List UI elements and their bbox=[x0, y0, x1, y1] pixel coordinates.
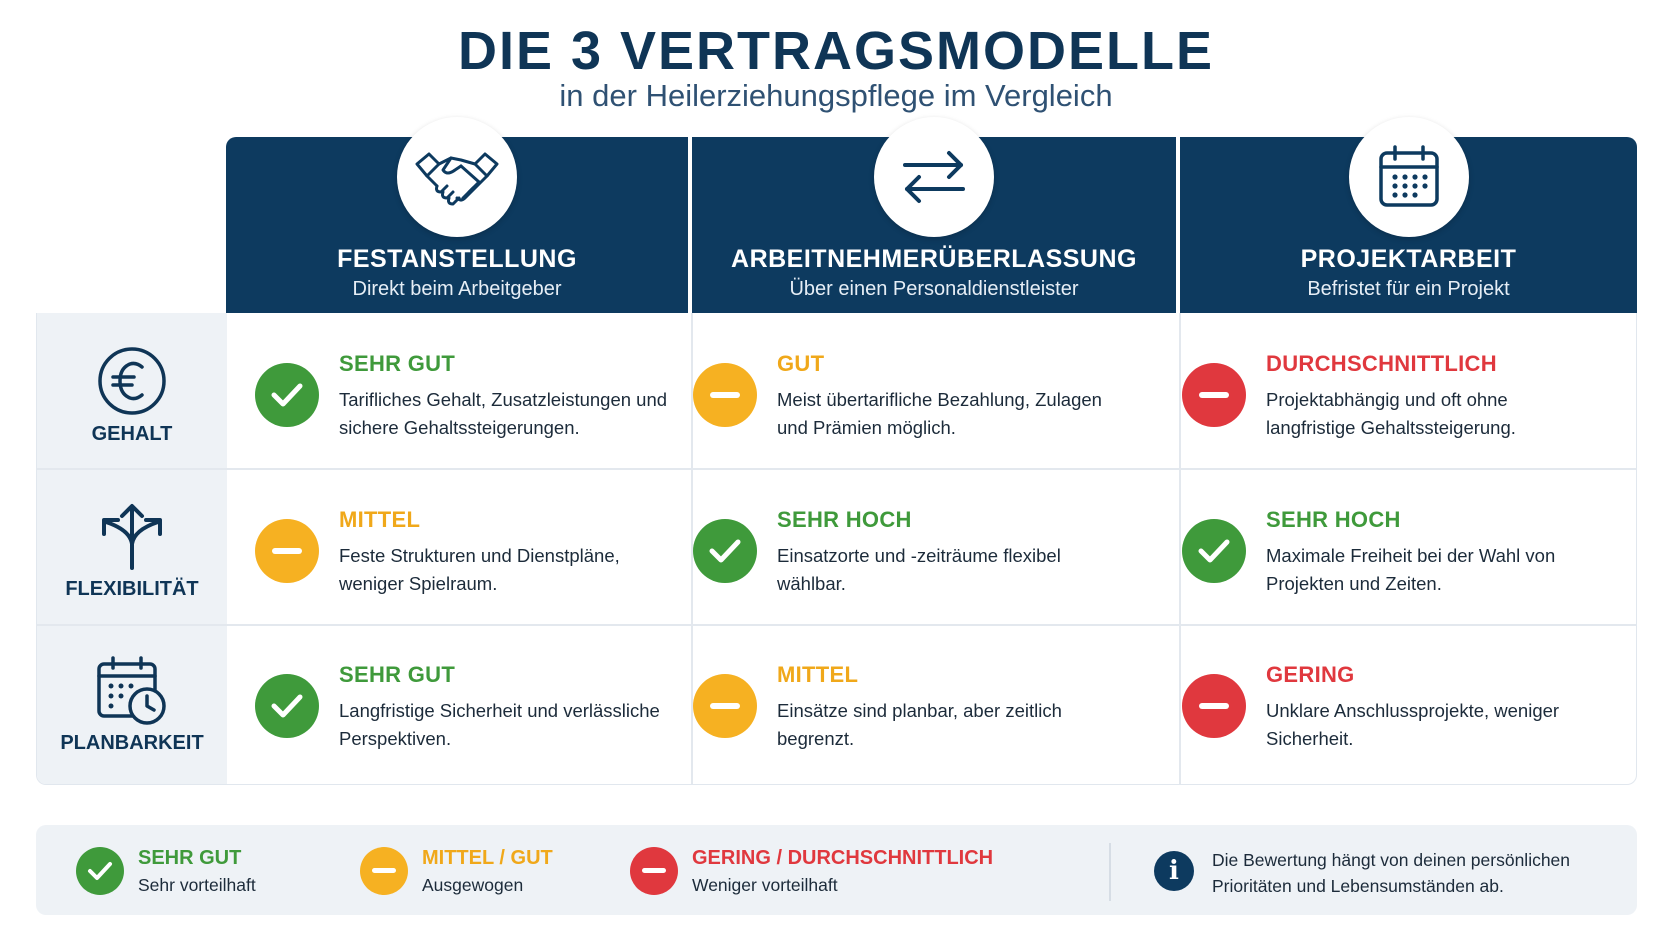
handshake-icon bbox=[413, 146, 501, 208]
rating-description: Projektabhängig und oft ohne langfristige Gehaltssteigerung. bbox=[1266, 389, 1516, 438]
check-circle-icon bbox=[255, 674, 319, 738]
rating-description: Langfristige Sicherheit und verlässliche Perspektiven. bbox=[339, 700, 660, 749]
column-subtitle: Befristet für ein Projekt bbox=[1307, 278, 1510, 300]
header-icon-circle bbox=[874, 117, 994, 237]
minus-circle-icon bbox=[360, 847, 408, 895]
legend-title: SEHR GUT bbox=[138, 847, 242, 869]
comparison-table bbox=[36, 313, 1637, 785]
column-subtitle: Direkt beim Arbeitgeber bbox=[352, 278, 562, 300]
page-title: DIE 3 VERTRAGSMODELLE bbox=[457, 21, 1215, 81]
legend-note: Die Bewertung hängt von deinen persönlichen Prioritäten und Lebensumständen ab. bbox=[1212, 850, 1571, 896]
minus-circle-icon bbox=[693, 363, 757, 427]
minus-circle-icon bbox=[630, 847, 678, 895]
header-icon-circle bbox=[397, 117, 517, 237]
legend-divider bbox=[1109, 843, 1111, 901]
row-label-text: GEHALT bbox=[91, 423, 173, 445]
calendar-icon bbox=[1375, 143, 1443, 211]
legend-subtitle: Sehr vorteilhaft bbox=[138, 875, 256, 895]
rating-description: Einsätze sind planbar, aber zeitlich begrenzt. bbox=[777, 700, 1062, 749]
header-icon-circle bbox=[1349, 117, 1469, 237]
column-title: FESTANSTELLUNG bbox=[337, 245, 577, 273]
column-header-projektarbeit bbox=[1180, 137, 1637, 313]
column-title: PROJEKTARBEIT bbox=[1300, 245, 1517, 273]
rating-description: Tarifliches Gehalt, Zusatzleistungen und sichere Gehaltssteigerungen. bbox=[339, 389, 668, 438]
row-label-flexibilitaet bbox=[37, 500, 227, 601]
legend bbox=[36, 825, 1637, 915]
rating-description: Unklare Anschlussprojekte, weniger Sicherheit. bbox=[1266, 700, 1560, 749]
rating-label: SEHR HOCH bbox=[1266, 507, 1401, 532]
legend-title: MITTEL / GUT bbox=[422, 847, 553, 869]
rating-description: Einsatzorte und -zeiträume flexibel wählbar. bbox=[777, 545, 1061, 594]
rating-label: MITTEL bbox=[777, 662, 859, 687]
minus-circle-icon bbox=[1182, 674, 1246, 738]
rating-label: SEHR GUT bbox=[339, 351, 456, 376]
row-label-planbarkeit bbox=[37, 654, 227, 755]
check-circle-icon bbox=[693, 519, 757, 583]
rating-label: DURCHSCHNITTLICH bbox=[1266, 351, 1497, 376]
minus-circle-icon bbox=[693, 674, 757, 738]
legend-subtitle: Ausgewogen bbox=[422, 875, 524, 895]
rating-label: GUT bbox=[777, 351, 825, 376]
row-label-text: PLANBARKEIT bbox=[60, 732, 204, 754]
calendar-clock-icon bbox=[95, 654, 169, 726]
row-label-gehalt bbox=[37, 345, 227, 446]
row-divider bbox=[37, 468, 1637, 470]
info-icon: i bbox=[1154, 851, 1194, 891]
column-title: ARBEITNEHMERÜBERLASSUNG bbox=[731, 245, 1137, 273]
check-circle-icon bbox=[76, 847, 124, 895]
minus-circle-icon bbox=[255, 519, 319, 583]
minus-circle-icon bbox=[1182, 363, 1246, 427]
rating-label: SEHR HOCH bbox=[777, 507, 912, 532]
row-divider bbox=[37, 624, 1637, 626]
rating-label: SEHR GUT bbox=[339, 662, 456, 687]
column-divider bbox=[1179, 313, 1181, 785]
check-circle-icon bbox=[1182, 519, 1246, 583]
rating-label: MITTEL bbox=[339, 507, 421, 532]
check-circle-icon bbox=[255, 363, 319, 427]
rating-label: GERING bbox=[1266, 662, 1355, 687]
page-subtitle: in der Heilerziehungspflege im Vergleich bbox=[559, 78, 1113, 113]
column-header-arbeitnehmerueberlassung bbox=[692, 137, 1176, 313]
column-header-festanstellung bbox=[226, 137, 688, 313]
branching-arrows-icon bbox=[96, 500, 168, 572]
legend-subtitle: Weniger vorteilhaft bbox=[692, 875, 838, 895]
rating-description: Maximale Freiheit bei der Wahl von Projekten und Zeiten. bbox=[1266, 545, 1556, 594]
rating-description: Feste Strukturen und Dienstpläne, weniger Spielraum. bbox=[339, 545, 620, 594]
column-subtitle: Über einen Personaldienstleister bbox=[789, 278, 1079, 300]
rating-description: Meist übertarifliche Bezahlung, Zulagen und Prämien möglich. bbox=[777, 389, 1102, 438]
row-label-text: FLEXIBILITÄT bbox=[65, 578, 199, 600]
legend-title: GERING / DURCHSCHNITTLICH bbox=[692, 847, 994, 869]
swap-arrows-icon bbox=[899, 147, 969, 207]
euro-icon bbox=[96, 345, 168, 417]
